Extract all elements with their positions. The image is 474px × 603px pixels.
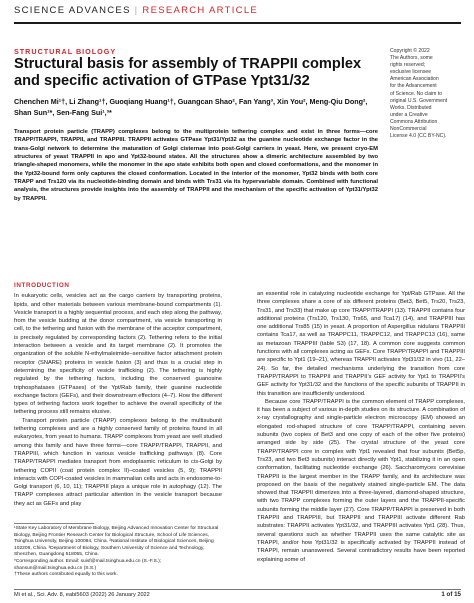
citation-line: Mi et al., Sci. Adv. 8, eabi5603 (2022) 26 January 2022 (14, 592, 150, 598)
body-column-left (14, 282, 222, 508)
section-label: STRUCTURAL BIOLOGY (14, 47, 117, 56)
intro-paragraph-2: Transport protein particle (TRAPP) complexes belong to the multisubunit tethering complexes and are a highly conserved family of proteins found in all eukaryotes, from yeast to humans. TRAPP complexes from yeast are well studied among this family and have three forms—core TRAPP/TRAPPI, TRAPPII, and TRAPPIII, which function in various vesicle trafficking pathways (8). Core TRAPP/TRAPPI mediates transport from endoplasmic reticulum to cis-Golgi by tethering COPII (coat protein complex II)–coated vesicles (5, 9); TRAPPII interacts with COPI-coated vesicles in mammalian cells and acts in endosome-to-Golgi transport (6, 10, 11); TRAPPIII plays a unique role in autophagy (12). The TRAPP complexes attract particular attention in the vesicle transport because they act as GEFs and play (14, 417, 222, 507)
equal-contribution-note: †These authors contributed equally to this work. (14, 572, 118, 578)
article-type: RESEARCH ARTICLE (142, 5, 259, 16)
page-number: 1 of 15 (441, 591, 461, 598)
corresponding-author: *Corresponding author. Email: suisf@mail.tsinghua.edu.cn (S.-F.S.); shansun@mail.tsinghua.edu.cn (S.S.) (14, 558, 162, 571)
footer-rule (14, 589, 461, 590)
abstract: Transport protein particle (TRAPP) complexes belong to the multiprotein tethering complex and exist in three forms—core TRAPP/TRAPPI, TRAPPII, and TRAPPIII. TRAPPII activates GTPase Ypt31/Ypt32 as the guanine nucleotide exchange factor in the trans-Golgi network to determine the maturation of Golgi cisternae into post-Golgi carriers in yeast. Here, we present cryo-EM structures of yeast TRAPPII in apo and Ypt32-bound states. All the structures show a dimeric architecture assembled by two triangle-shaped monomers, while the monomer in the apo state exhibits both open and closed conformations, and the monomer in the Ypt32-bound form only captures the closed conformation. Located in the interior of the monomer, Ypt32 binds with both core TRAPP and Trs120 via its nucleotide-binding domain and binds with Trs31 via its hypervariable domain. Combined with functional analysis, the structures provide insights into the assembly of TRAPPII and the mechanism of the specific activation of Ypt31/Ypt32 by TRAPPII. (14, 129, 378, 202)
author-list: Chenchen Mi¹†, Li Zhang¹†, Guoqiang Huang¹†, Guangcan Shao², Fan Yang³, Xin You², Meng-Qiu Dong², Shan Sun¹*, Sen-Fang Sui¹,³* (14, 97, 368, 117)
journal-name: SCIENCE ADVANCES (14, 5, 131, 16)
footnote-rule (14, 523, 94, 524)
copyright-sidebar (390, 45, 470, 140)
journal-header (14, 5, 258, 16)
article-title: Structural basis for assembly of TRAPPII complex and specific activation of GTPase Ypt31/32 (14, 56, 362, 89)
header-rule (14, 22, 461, 24)
body-column-right (257, 290, 465, 564)
introduction-heading: INTRODUCTION (14, 282, 70, 289)
footnotes (14, 526, 222, 579)
affiliations: ¹State Key Laboratory of Membrane Biology, Beijing Advanced Innovation Center for Structural Biology, Beijing Frontier Research Center for Biological Structure, School of Life Sciences, Tsinghua University, Beijing 100084, China. ²National Institute of Biological Sciences, Beijing 102206, China. ³Department of Biology, Southern University of Science and Technology, Shenzhen, Guangdong 518055, China. (14, 526, 219, 558)
intro-paragraph-4: Because core TRAPP/TRAPPI is the common element of TRAPP complexes, it has been a subject of various in-depth studies on its structure. A combination of x-ray crystallography and single-particle electron microscopy (EM) showed an elongated rod-shaped structure of core TRAPP/TRAPPI, containing seven subunits (two copies of Bet3 and one copy of each of the other five proteins) arranged side by side (25). The crystal structure of the yeast core TRAPP/TRAPPI core in complex with Ypt1 revealed that four subunits (Bet5p, Trs23, and two Bet3 subunits) interact directly with Ypt1, stabilizing it in an open conformation, facilitating nucleotide exchange (26). Saccharomyces cerevisiae TRAPPII is the largest member in the TRAPP family, and its architecture was proposed on the basis of the negatively stained single-particle EM. The data showed that TRAPPII dimerizes into a three-layered, diamond-shaped structure, with two TRAPP complexes forming the outer layers and the TRAPPII-specific subunits forming the middle layer (27). Core TRAPP/TRAPPI is preserved in both TRAPPII and TRAPPIII, but TRAPPII and TRAPPIII activate different Rab substrates: TRAPPII activates Ypt31/32, and TRAPPIII activates Ypt1 (28). Thus, several questions such as whether TRAPPII uses the same catalytic site as TRAPPI, and/or how Ypt31/32 is specifically activated by TRAPPII instead of TRAPPI, remain unanswered. Several contradictory results have been reported explaining some of (257, 398, 465, 563)
intro-paragraph-3: an essential role in catalyzing nucleotide exchange for Ypt/Rab GTPase. All the three complexes share a core of six different proteins (Bet3, Bet5, Trs20, Trs23, Trs31, and Trs33) that make up core TRAPP/TRAPPI (13). TRAPPII contains four additional proteins (Trs120, Trs130, Trs65, and Tca17) (14), and TRAPPIII has one additional Trs85 (15) in yeast. A proportion of Aspergillus nidulans TRAPPIII contains Tca17, as well as TRAPPC11, TRAPPC12, and TRAPPC13 (16), same as metazoan TRAPPIII (table S3) (17, 18). A common core suggests common functions with all complexes acting as GEFs. Core TRAPP/TRAPPI and TRAPPIII are specific to Ypt1 (19–21), whereas TRAPPII activates Ypt31/32 in vivo (11, 22–24). So far, the detailed mechanisms underlying the transition from core TRAPP/TRAPPI to TRAPPII and TRAPPII’s GEF activity for Ypt1 to TRAPPII’s GEF activity for Ypt31/32 and the functions of the specific subunits of TRAPPII in this transition are insufficiently understood. (257, 291, 465, 397)
intro-paragraph-1: In eukaryotic cells, vesicles act as the cargo carriers by transporting proteins, lipids, and other materials between various membrane-bound compartments (1). Vesicle transport is a highly sequential process, and each step along the pathway, from the vesicle budding at the donor compartment, via vesicle transporting in cell, to the tethering and fusion with the membrane of the acceptor compartment, is precisely regulated by corresponding factors (2). Tethering refers to the initial interaction between a vesicle and its target membrane (2). It promotes the organization of the soluble N-ethylmaleimide–sensitive factor attachment protein receptor (SNARE) proteins in vesicle fusion (3) and thus is a crucial step in determining the specificity of vesicle trafficking (2). The tethering is highly regulated by the tethering factors, including the conserved guanosine triphosphatases (GTPases) of the Ypt/Rab family, their guanine nucleotide exchange factors (GEFs), and their downstream effectors (4–7). How the different types of tethering factors work together to achieve the overall specificity of the tethering process still remains elusive. (14, 293, 222, 416)
header-separator: | (134, 5, 139, 16)
copyright-notice: Copyright © 2022 The Authors, some rights reserved; exclusive licensee American Association for the Advancement of Science. No claim to original U.S. Government Works. Distributed under a Creative Commons Attribution NonCommercial License 4.0 (CC BY-NC). (390, 48, 448, 140)
